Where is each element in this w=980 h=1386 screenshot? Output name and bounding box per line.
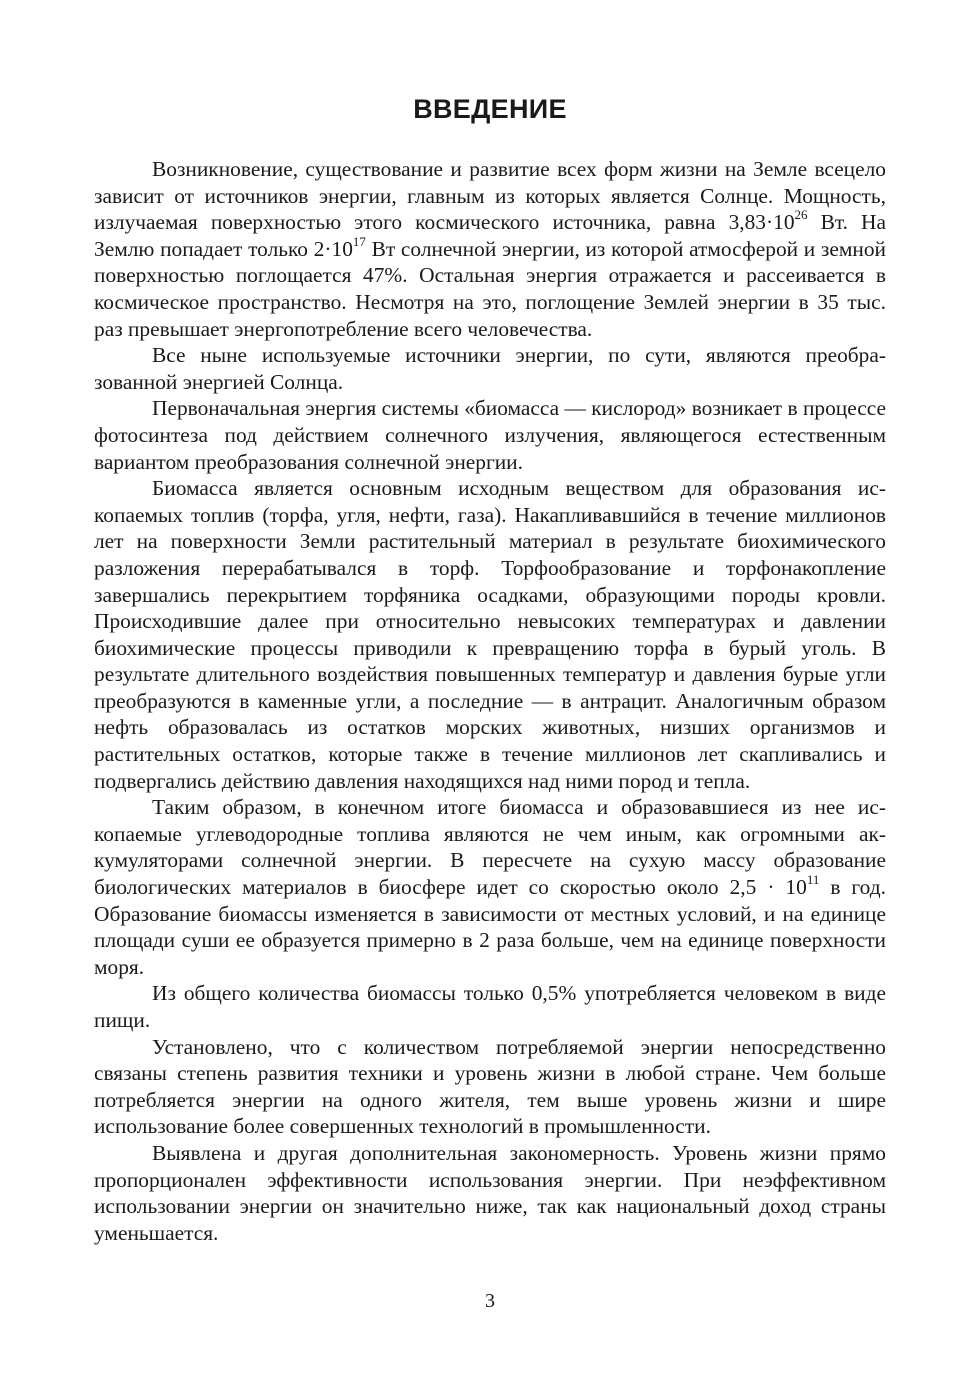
- paragraph: Установлено, что с количеством потребляемой энергии непосредственно связаны степень развития техники и уровень жизни в любой стране. Чем больше потребляется энергии на одного жителя, тем выше уровень жизни и шире использование более совершенных технологий в промышленности.: [94, 1034, 886, 1139]
- paragraph: Возникновение, существование и развитие всех форм жизни на Земле всецело зависит от источников энергии, главным из которых является Солнце. Мощность, излучаемая поверхностью этого космического источника, равна $3,83\cdot 10^{26}$ Вт. На Землю попадает только $2\cdot 10^{17}$ Вт солнечной энергии, из которой атмосферой и земной поверхностью поглощается 47%. Остальная энергия отражается и рассеивается в космическое пространство. Несмотря на это, поглощение Землей энергии в 35 тыс. раз превышает энергопотребление всего человечества.: [94, 157, 886, 341]
- paragraph: Все ныне используемые источники энергии, по сути, являются преобразованной энергией Солнца.: [94, 343, 886, 394]
- paragraph: Биомасса является основным исходным веществом для образования ископаемых топлив (торфа, угля, нефти, газа). Накапливавшийся в течение миллионов лет на поверхности Земли растительный материал в результате биохимического разложения перерабатывался в торф. Торфообразование и торфонакопление завершались перекрытием торфяника осадками, образующими породы кровли. Происходившие далее при относительно невысоких температурах и давлении биохимические процессы приводили к превращению торфа в бурый уголь. В результате длительного воздействия повышенных температур и давления бурые угли преобразуются в каменные угли, а последние — в антрацит. Аналогичным образом нефть образовалась из остатков морских животных, низших организмов и растительных остатков, которые также в течение миллионов лет скапливались и подвергались действию давления находящихся над ними пород и тепла.: [94, 476, 886, 793]
- paragraph: Таким образом, в конечном итоге биомасса и образовавшиеся из нее ископаемые углеводородные топлива являются не чем иным, как огромными аккумуляторами солнечной энергии. В пересчете на сухую массу образование биологических материалов в биосфере идет со скоростью около $2,5 \cdot 10^{11}$ в год. Образование биомассы изменяется в зависимости от местных условий, и на единице площади суши ее образуется примерно в 2 раза больше, чем на единице поверхности моря.: [94, 795, 886, 979]
- document-page: [94, 90, 886, 1246]
- body-text: [94, 156, 886, 1246]
- paragraph: Из общего количества биомассы только 0,5% употребляется человеком в виде пищи.: [94, 981, 886, 1032]
- page-number: 3: [485, 1290, 495, 1312]
- exponent: 11: [806, 871, 820, 887]
- paragraph: Выявлена и другая дополнительная закономерность. Уровень жизни прямо пропорционален эффективности использования энергии. При неэффективном использовании энергии он значительно ниже, так как национальный доход страны уменьшается.: [94, 1140, 886, 1245]
- exponent: 17: [352, 233, 366, 249]
- exponent: 26: [794, 207, 808, 223]
- page-title: ВВЕДЕНИЕ: [413, 94, 567, 124]
- paragraph: Первоначальная энергия системы «биомасса — кислород» возникает в процессе фотосинтеза под действием солнечного излучения, являющегося естественным вариантом преобразования солнечной энергии.: [94, 396, 886, 474]
